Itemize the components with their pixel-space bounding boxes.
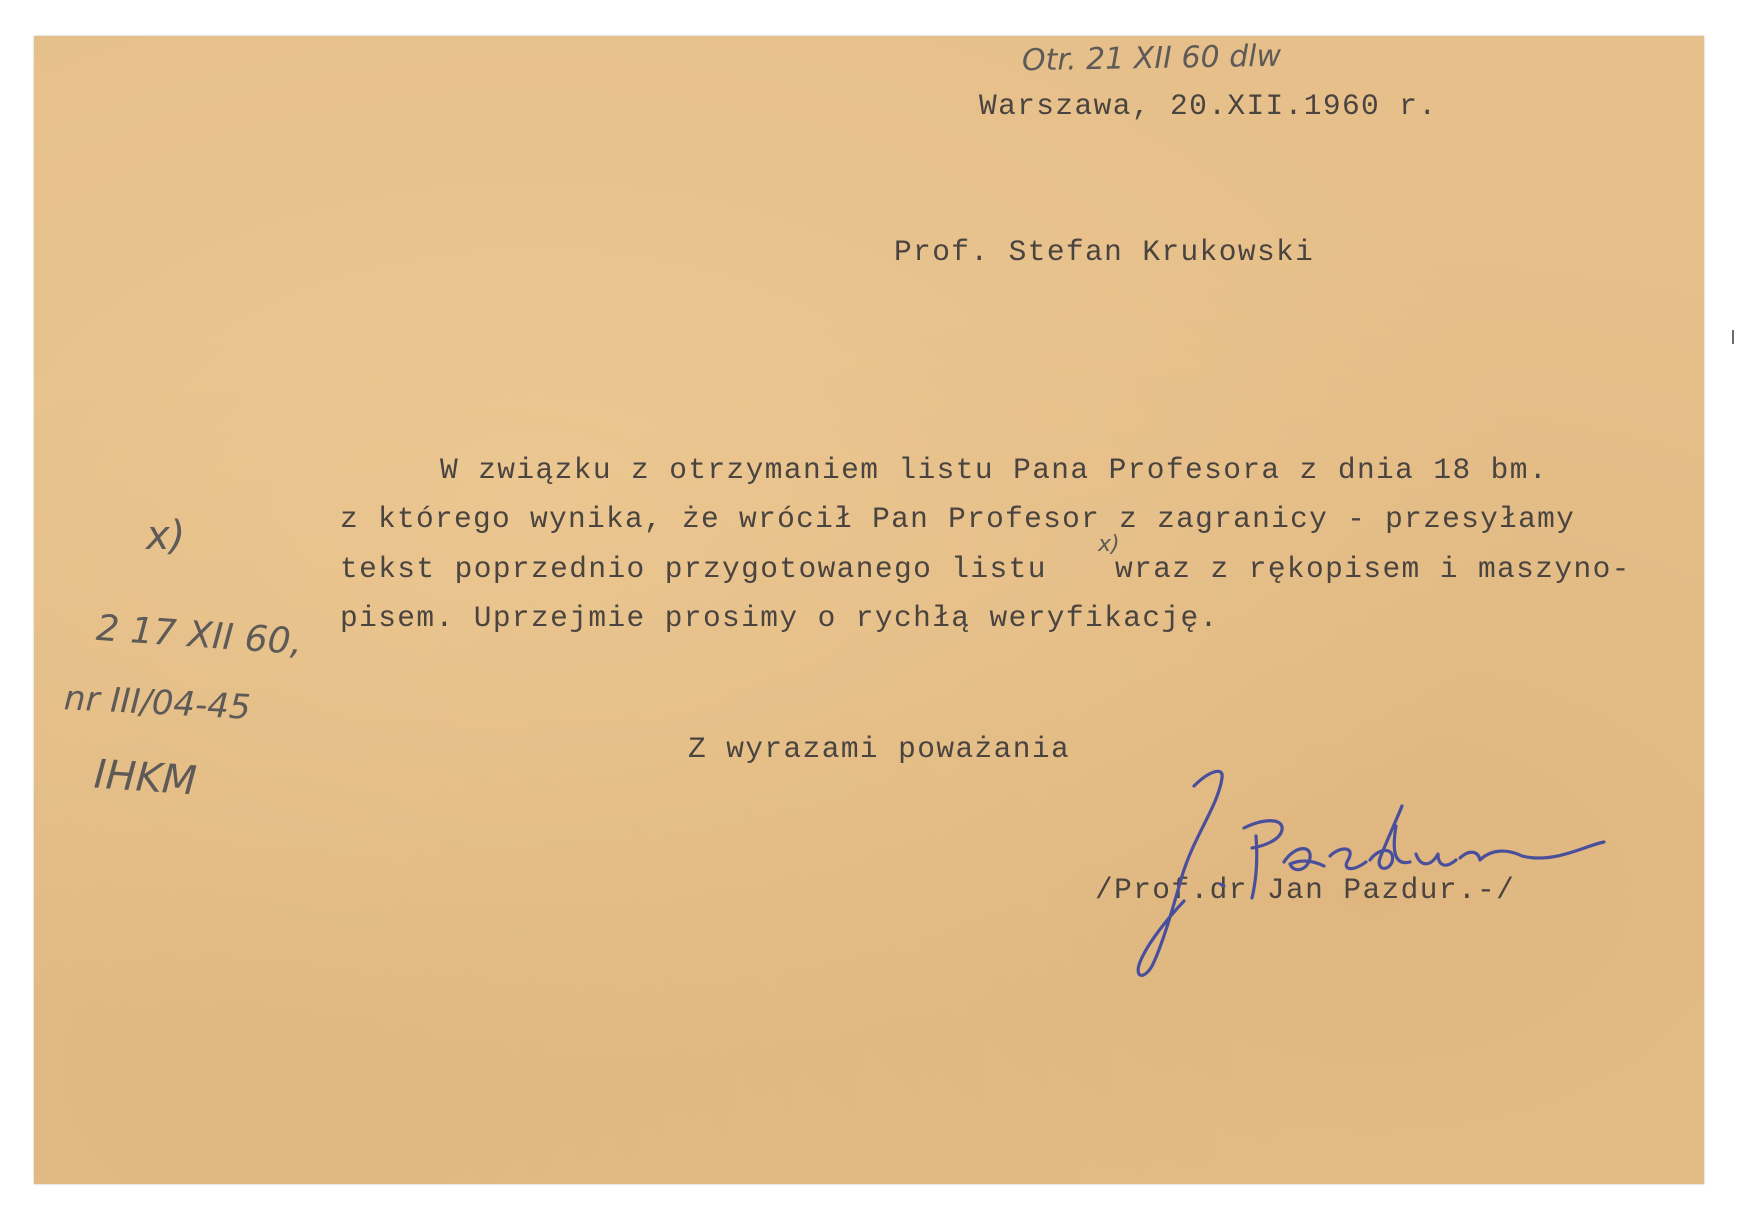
body-line-4: pisem. Uprzejmie prosimy o rychłą weryfikację. — [340, 601, 1219, 635]
recipient: Prof. Stefan Krukowski — [894, 235, 1315, 269]
margin-note-institute: IHKM — [92, 751, 199, 805]
body-line-3a: tekst poprzednio przygotowanego listu — [340, 552, 1047, 586]
margin-note-date: 2 17 XII 60, — [94, 607, 304, 664]
margin-mark: x) — [146, 513, 186, 559]
footnote-mark: x) — [1098, 532, 1120, 557]
body-line-3b: wraz z rękopisem i maszyno- — [1115, 552, 1631, 586]
scan-edge-mark — [1732, 330, 1734, 344]
signature — [1134, 766, 1674, 1006]
date-line: Warszawa, 20.XII.1960 r. — [979, 89, 1438, 123]
margin-note-number: nr III/04-45 — [63, 678, 252, 728]
letter-sheet — [34, 36, 1704, 1184]
body-line-1: W związku z otrzymaniem listu Pana Profesora z dnia 18 bm. — [440, 453, 1548, 487]
signatory: /Prof.dr Jan Pazdur.-/ — [1095, 873, 1516, 907]
body-line-2: z którego wynika, że wrócił Pan Profesor z zagranicy - przesyłamy — [340, 502, 1576, 536]
received-note: Otr. 21 XII 60 dlw — [1021, 38, 1282, 79]
closing: Z wyrazami poważania — [688, 732, 1071, 766]
